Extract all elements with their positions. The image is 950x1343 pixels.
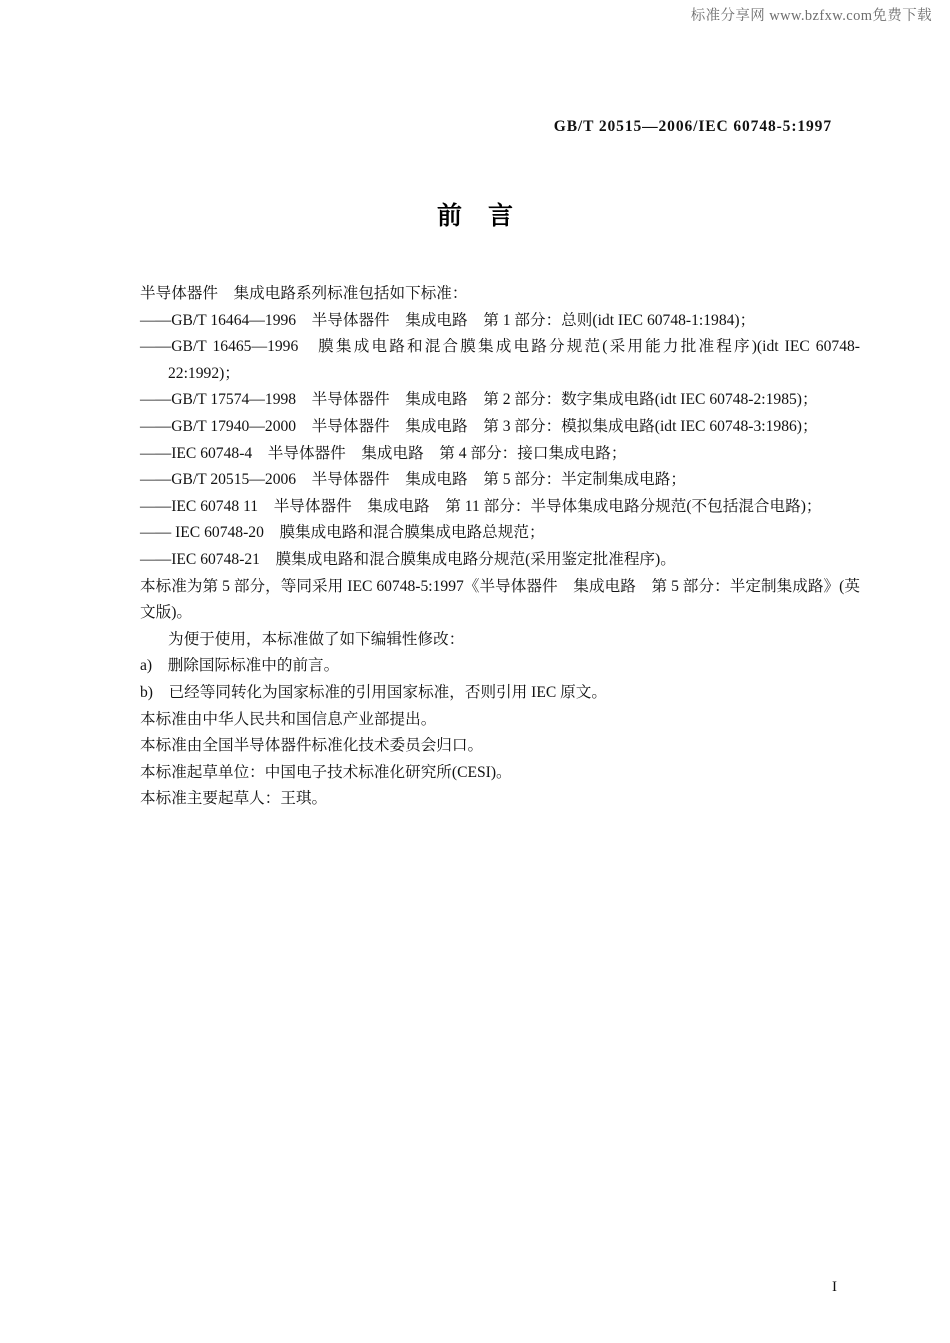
- adoption-paragraph: 本标准为第 5 部分，等同采用 IEC 60748-5:1997《半导体器件 集成电路 第 5 部分：半定制集成路》(英文版)。: [140, 577, 860, 622]
- standard-list-item: ——GB/T 20515—2006 半导体器件 集成电路 第 5 部分：半定制集成电路；: [140, 471, 686, 489]
- standard-list-item: ——GB/T 16464—1996 半导体器件 集成电路 第 1 部分：总则(idt IEC 60748-1:1984)；: [140, 311, 756, 329]
- editorial-changes-intro: 为便于使用，本标准做了如下编辑性修改：: [168, 630, 465, 648]
- editorial-change-item: a) 删除国际标准中的前言。: [140, 657, 340, 675]
- foreword-body: [140, 281, 860, 813]
- page-number: I: [832, 1279, 837, 1295]
- standard-list-item: ——IEC 60748-21 膜集成电路和混合膜集成电路分规范(采用鉴定批准程序)。: [140, 550, 676, 568]
- closing-paragraph: 本标准主要起草人：王琪。: [140, 790, 328, 808]
- standard-list-item: ——GB/T 17940—2000 半导体器件 集成电路 第 3 部分：模拟集成电路(idt IEC 60748-3:1986)；: [140, 417, 818, 435]
- lead-paragraph: 半导体器件 集成电路系列标准包括如下标准：: [140, 285, 468, 302]
- standard-list-item: ——GB/T 17574—1998 半导体器件 集成电路 第 2 部分：数字集成电路(idt IEC 60748-2:1985)；: [140, 391, 818, 409]
- standard-list-item: ——IEC 60748 11 半导体器件 集成电路 第 11 部分：半导体集成电路分规范(不包括混合电路)；: [140, 497, 822, 515]
- standard-list-item: ——GB/T 16465—1996 膜集成电路和混合膜集成电路分规范(采用能力批准程序)(idt IEC 60748-22:1992)；: [140, 338, 860, 382]
- closing-paragraph: 本标准由中华人民共和国信息产业部提出。: [140, 710, 437, 728]
- standard-list-item: —— IEC 60748-20 膜集成电路和混合膜集成电路总规范；: [140, 524, 545, 542]
- standard-list-item: ——IEC 60748-4 半导体器件 集成电路 第 4 部分：接口集成电路；: [140, 444, 627, 462]
- page-title: 前言: [436, 201, 539, 230]
- site-watermark-banner: 标准分享网 www.bzfxw.com免费下载: [690, 8, 932, 24]
- closing-paragraph: 本标准起草单位：中国电子技术标准化研究所(CESI)。: [140, 763, 512, 781]
- editorial-change-item: b) 已经等同转化为国家标准的引用国家标准，否则引用 IEC 原文。: [140, 683, 607, 701]
- closing-paragraph: 本标准由全国半导体器件标准化技术委员会归口。: [140, 737, 484, 755]
- standard-code-header: GB/T 20515—2006/IEC 60748-5:1997: [553, 118, 832, 135]
